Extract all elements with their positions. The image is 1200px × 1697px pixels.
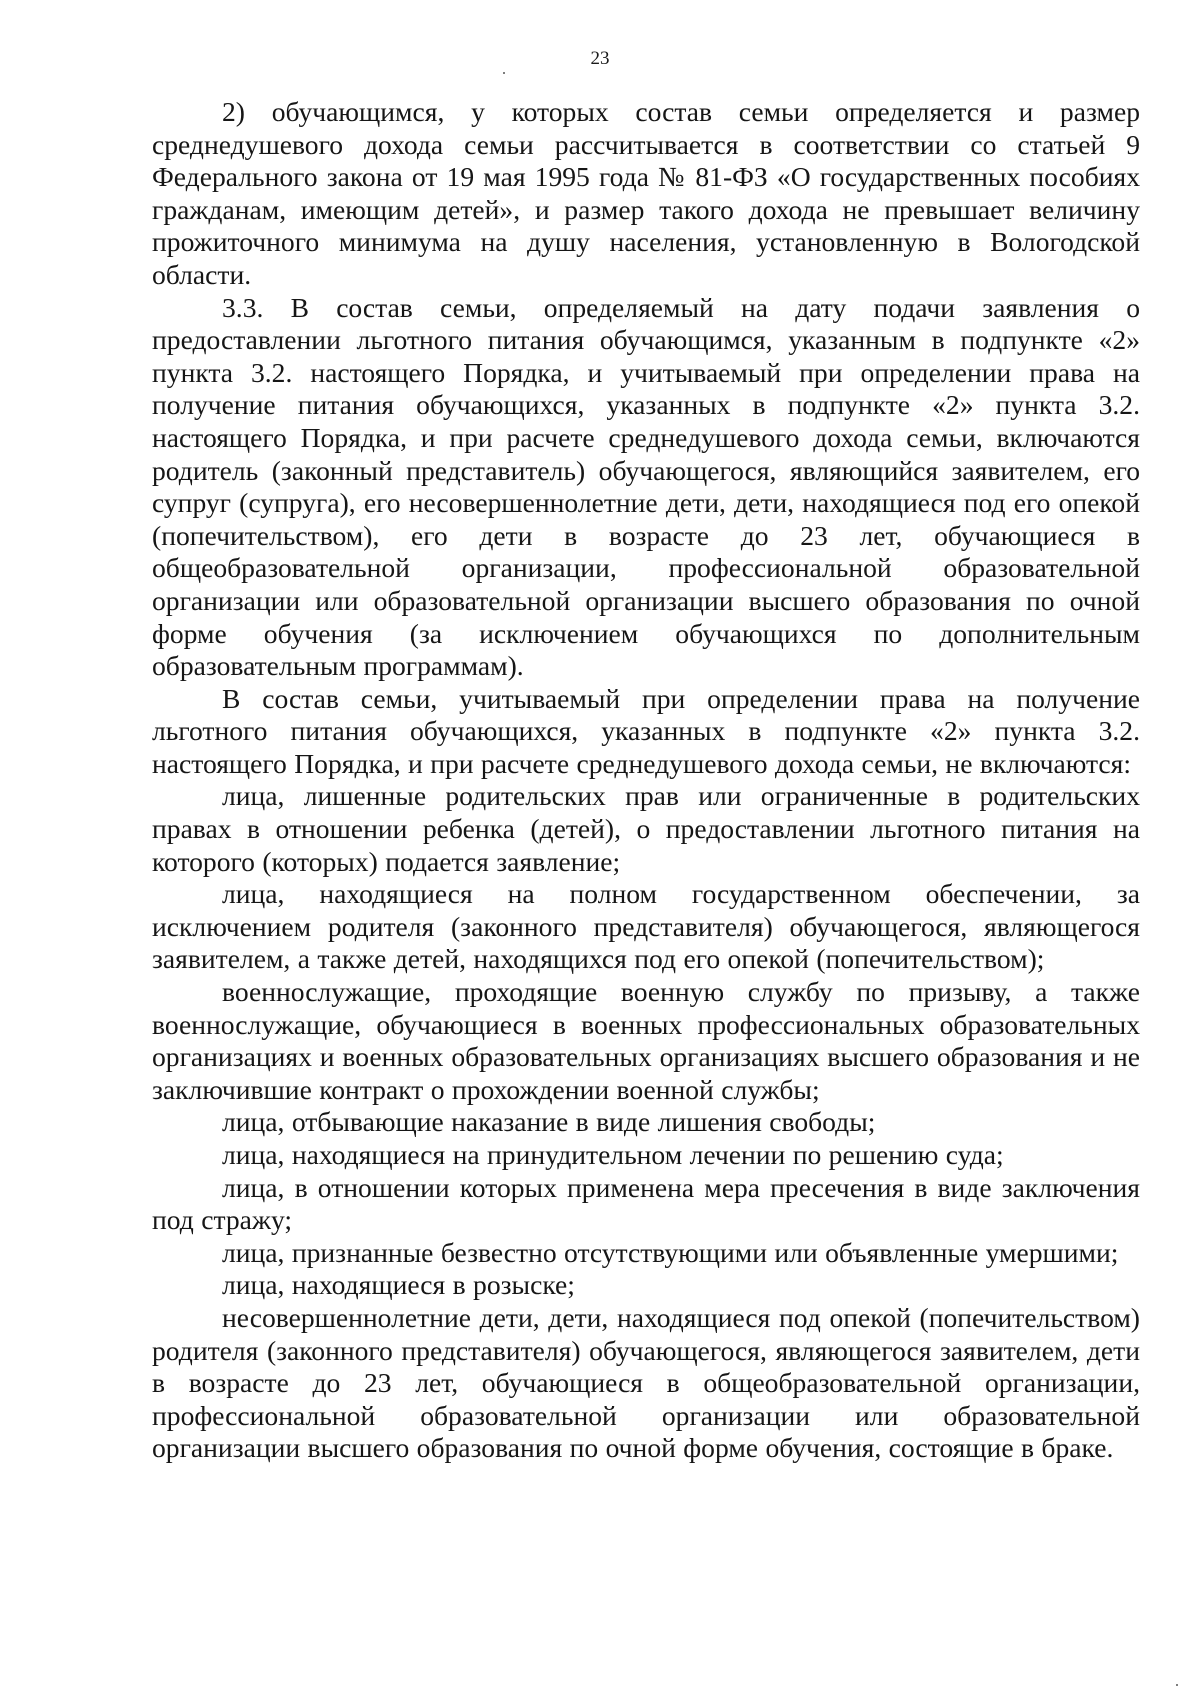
list-item-imprisoned: лица, отбывающие наказание в виде лишения свободы; — [222, 1106, 876, 1138]
list-item-military: военнослужащие, проходящие военную службу по призыву, а также военнослужащие, обучающиеся в военных профессиональных образовательных организациях и военных образовательных организациях высшего образования и не заключившие контракт о прохождении военной службы; — [152, 976, 1140, 1105]
list-item-married-minors: несовершеннолетние дети, дети, находящиеся под опекой (попечительством) родителя (законного представителя) обучающегося, являющегося заявителем, дети в возрасте до 23 лет, обучающиеся в общеобразовательной организации, профессиональной образовательной организации или образовательной организации высшего образования по очной форме обучения, состоящие в браке. — [152, 1301, 1140, 1464]
paragraph-3-3: 3.3. В состав семьи, определяемый на дату подачи заявления о предоставлении льготного питания обучающимся, указанным в подпункте «2» пункта 3.2. настоящего Порядка, и учитываемый при определении права на получение питания обучающихся, указанных в подпункте «2» пункта 3.2. настоящего Порядка, и при расчете среднедушевого дохода семьи, включаются родитель (законный представитель) обучающегося, являющийся заявителем, его супруг (супруга), его несовершеннолетние дети, дети, находящиеся под его опекой (попечительством), его дети в возрасте до 23 лет, обучающиеся в общеобразовательной организации, профессиональной образовательной организации или образовательной организации высшего образования по очной форме обучения (за исключением обучающихся по дополнительным образовательным программам). — [152, 291, 1140, 682]
paragraph-subitem-2: 2) обучающимся, у которых состав семьи определяется и размер среднедушевого дохода семьи рассчитывается в соответствии со статьей 9 Федерального закона от 19 мая 1995 года № 81-ФЗ «О государственных пособиях гражданам, имеющим детей», и размер такого дохода не превышает величину прожиточного минимума на душу населения, установленную в Вологодской области. — [152, 96, 1140, 290]
list-item-custody: лица, в отношении которых применена мера пресечения в виде заключения под стражу; — [152, 1171, 1140, 1236]
page-number: 23 — [590, 48, 610, 69]
scan-speck — [1176, 1684, 1178, 1686]
scan-speck — [503, 72, 505, 74]
list-item-missing-deceased: лица, признанные безвестно отсутствующими или объявленные умершими; — [222, 1236, 1119, 1268]
list-item-compulsory-treatment: лица, находящиеся на принудительном лечении по решению суда; — [222, 1139, 1004, 1170]
list-item-deprived-rights: лица, лишенные родительских прав или ограниченные в родительских правах в отношении ребенка (детей), о предоставлении льготного питания на которого (которых) подается заявление; — [152, 780, 1140, 877]
list-item-wanted: лица, находящиеся в розыске; — [222, 1269, 575, 1301]
list-item-state-support: лица, находящиеся на полном государственном обеспечении, за исключением родителя (законного представителя) обучающегося, являющегося заявителем, а также детей, находящихся под его опекой (попечительством); — [152, 878, 1140, 975]
paragraph-not-included-intro: В состав семьи, учитываемый при определении права на получение льготного питания обучающихся, указанных в подпункте «2» пункта 3.2. настоящего Порядка, и при расчете среднедушевого дохода семьи, не включаются: — [152, 682, 1140, 779]
document-body — [152, 96, 1140, 1465]
